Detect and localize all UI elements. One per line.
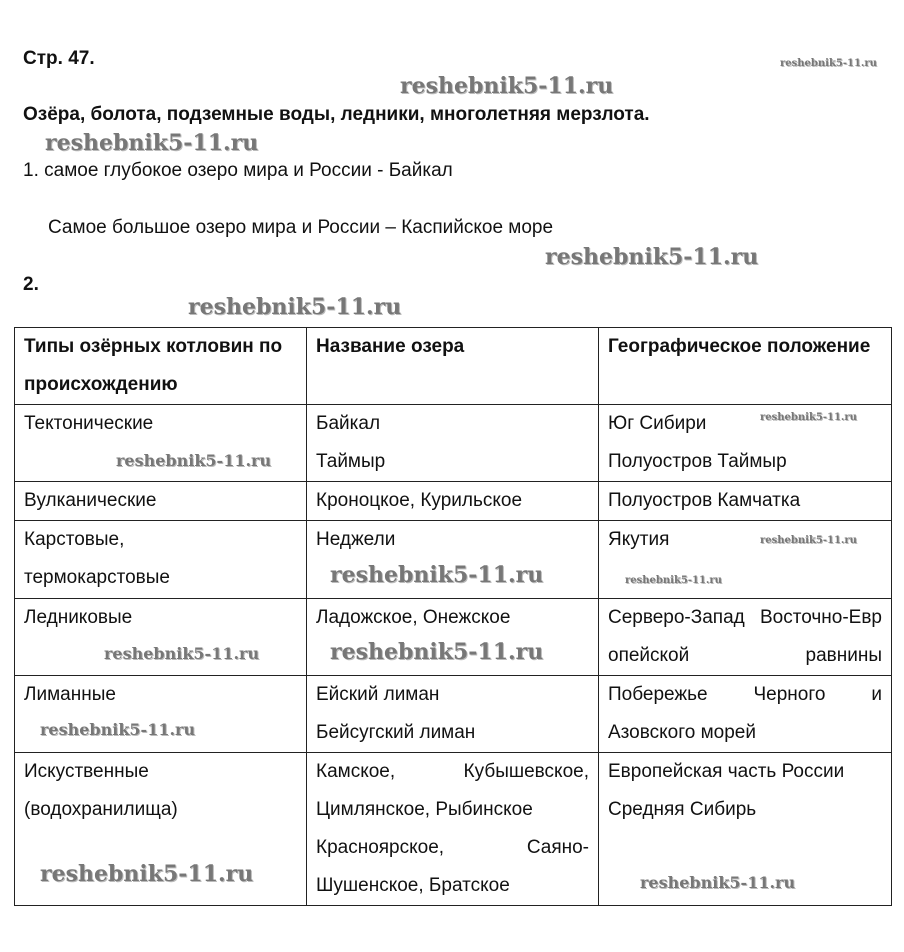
- table-row: [15, 482, 892, 521]
- watermark: reshebnik5-11.ru: [330, 639, 544, 665]
- location-cell: [599, 521, 892, 599]
- lake-name: Неджели: [316, 529, 396, 550]
- header-cell: Географическое положение: [599, 328, 892, 405]
- page-label: Стр. 47.: [23, 48, 95, 69]
- type-cell: Карстовые, термокарстовые: [15, 521, 307, 599]
- watermark: reshebnik5-11.ru: [40, 861, 254, 887]
- watermark: reshebnik5-11.ru: [780, 58, 877, 69]
- watermark: reshebnik5-11.ru: [45, 130, 259, 156]
- lakes-cell: [307, 482, 599, 521]
- type-cell: Вулканические: [15, 482, 307, 521]
- lake-name: Байкал: [316, 413, 381, 434]
- watermark: reshebnik5-11.ru: [40, 720, 196, 739]
- location-cell: [599, 482, 892, 521]
- watermark: reshebnik5-11.ru: [545, 244, 759, 270]
- lake-name: Ладожское, Онежское: [316, 607, 511, 628]
- lakes-cell: [307, 676, 599, 753]
- table-header-row: [15, 328, 892, 405]
- type-cell: Лиманные: [15, 676, 307, 753]
- location-cell: [599, 676, 892, 753]
- lake-name: Камское, Кубышевское, Цимлянское, Рыбинское: [316, 761, 589, 820]
- watermark: reshebnik5-11.ru: [760, 412, 857, 423]
- watermark: reshebnik5-11.ru: [330, 562, 544, 588]
- location-cell: [599, 599, 892, 676]
- watermark: reshebnik5-11.ru: [400, 73, 614, 99]
- question-2-label: 2.: [23, 274, 39, 295]
- watermark: reshebnik5-11.ru: [116, 451, 272, 470]
- watermark: reshebnik5-11.ru: [188, 294, 402, 320]
- watermark: reshebnik5-11.ru: [760, 535, 857, 546]
- answer-1-line-2: Самое большое озеро мира и России – Каспийское море: [48, 217, 554, 238]
- lake-name: Красноярское, Саяно-Шушенское, Братское: [316, 837, 589, 896]
- location-text: Якутия: [608, 529, 670, 550]
- location-text: Полуостров Таймыр: [608, 451, 787, 472]
- location-text: Полуостров Камчатка: [608, 490, 801, 511]
- lake-name: Бейсугский лиман: [316, 722, 476, 743]
- lake-name: Таймыр: [316, 451, 386, 472]
- lake-name: Кроноцкое, Курильское: [316, 490, 523, 511]
- answer-1-line-1: 1. самое глубокое озеро мира и России - Байкал: [23, 160, 453, 181]
- type-cell: Искуственные (водохранилища): [15, 753, 307, 906]
- watermark: reshebnik5-11.ru: [640, 873, 796, 892]
- header-cell: Название озера: [307, 328, 599, 405]
- lake-name: Ейский лиман: [316, 684, 440, 705]
- location-text: Средняя Сибирь: [608, 799, 757, 820]
- type-cell: Тектонические: [15, 405, 307, 482]
- location-text: Юг Сибири: [608, 413, 707, 434]
- table-row: [15, 676, 892, 753]
- lakes-cell: [307, 405, 599, 482]
- location-text: Европейская часть России: [608, 761, 845, 782]
- location-text: Серверо-Запад Восточно-Европейской равнины: [608, 607, 882, 666]
- header-cell: Типы озёрных котловин по происхождению: [15, 328, 307, 405]
- watermark: reshebnik5-11.ru: [104, 644, 260, 663]
- section-title: Озёра, болота, подземные воды, ледники, многолетняя мерзлота.: [23, 104, 650, 125]
- type-cell: Ледниковые: [15, 599, 307, 676]
- location-text: Побережье Черного и Азовского морей: [608, 684, 882, 743]
- watermark: reshebnik5-11.ru: [625, 575, 722, 586]
- lakes-cell: [307, 753, 599, 906]
